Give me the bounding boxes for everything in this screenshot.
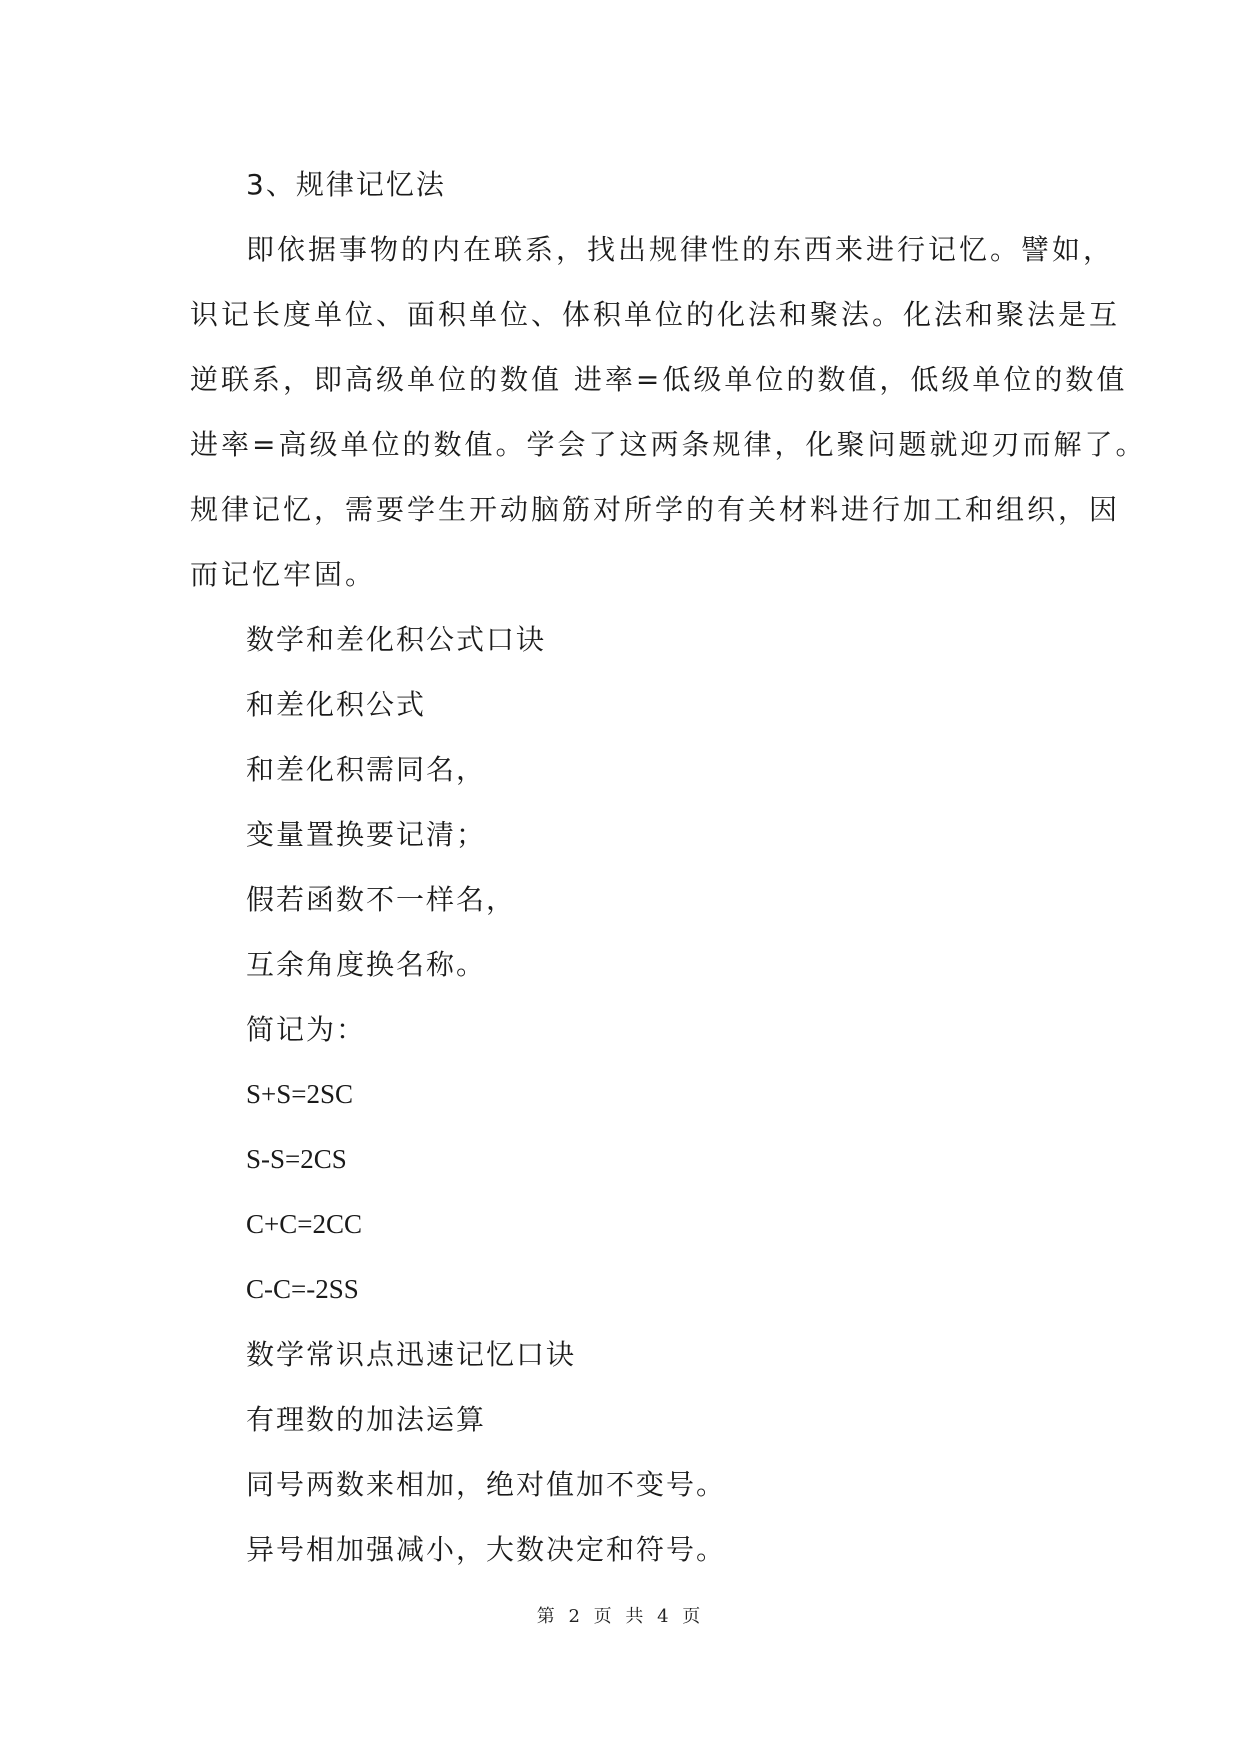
page-content: [190, 152, 1147, 1582]
formula-line: S+S=2SC: [246, 1079, 354, 1109]
paragraph-line: 而记忆牢固。: [190, 558, 377, 591]
text-line: 假若函数不一样名，: [246, 883, 517, 916]
section-heading: 3、规律记忆法: [246, 168, 446, 201]
page-footer: 第 2 页 共 4 页: [536, 1606, 705, 1627]
formula-line: C+C=2CC: [246, 1209, 362, 1239]
text-line: 和差化积需同名，: [246, 753, 487, 786]
text-line: 同号两数来相加，绝对值加不变号。: [246, 1468, 727, 1501]
text-line: 和差化积公式: [246, 688, 427, 721]
paragraph-line: 即依据事物的内在联系，找出规律性的东西来进行记忆。譬如，: [246, 233, 1115, 266]
paragraph-line: 规律记忆，需要学生开动脑筋对所学的有关材料进行加工和组织，因: [190, 493, 1121, 526]
text-line: 异号相加强减小，大数决定和符号。: [246, 1533, 727, 1566]
text-line: 数学常识点迅速记忆口诀: [246, 1338, 577, 1371]
text-line: 有理数的加法运算: [246, 1403, 487, 1436]
text-line: 简记为：: [246, 1013, 367, 1046]
text-line: 变量置换要记清；: [246, 818, 487, 851]
paragraph-line: 进率=高级单位的数值。学会了这两条规律，化聚问题就迎刃而解了。: [190, 428, 1147, 461]
paragraph-line: 识记长度单位、面积单位、体积单位的化法和聚法。化法和聚法是互: [190, 298, 1121, 331]
text-line: 数学和差化积公式口诀: [246, 623, 547, 656]
formula-line: C-C=-2SS: [246, 1274, 359, 1304]
body-paragraph: [190, 217, 1147, 607]
formula-line: S-S=2CS: [246, 1144, 347, 1174]
text-line: 互余角度换名称。: [246, 948, 487, 981]
paragraph-line: 逆联系，即高级单位的数值 进率=低级单位的数值，低级单位的数值: [190, 363, 1128, 396]
